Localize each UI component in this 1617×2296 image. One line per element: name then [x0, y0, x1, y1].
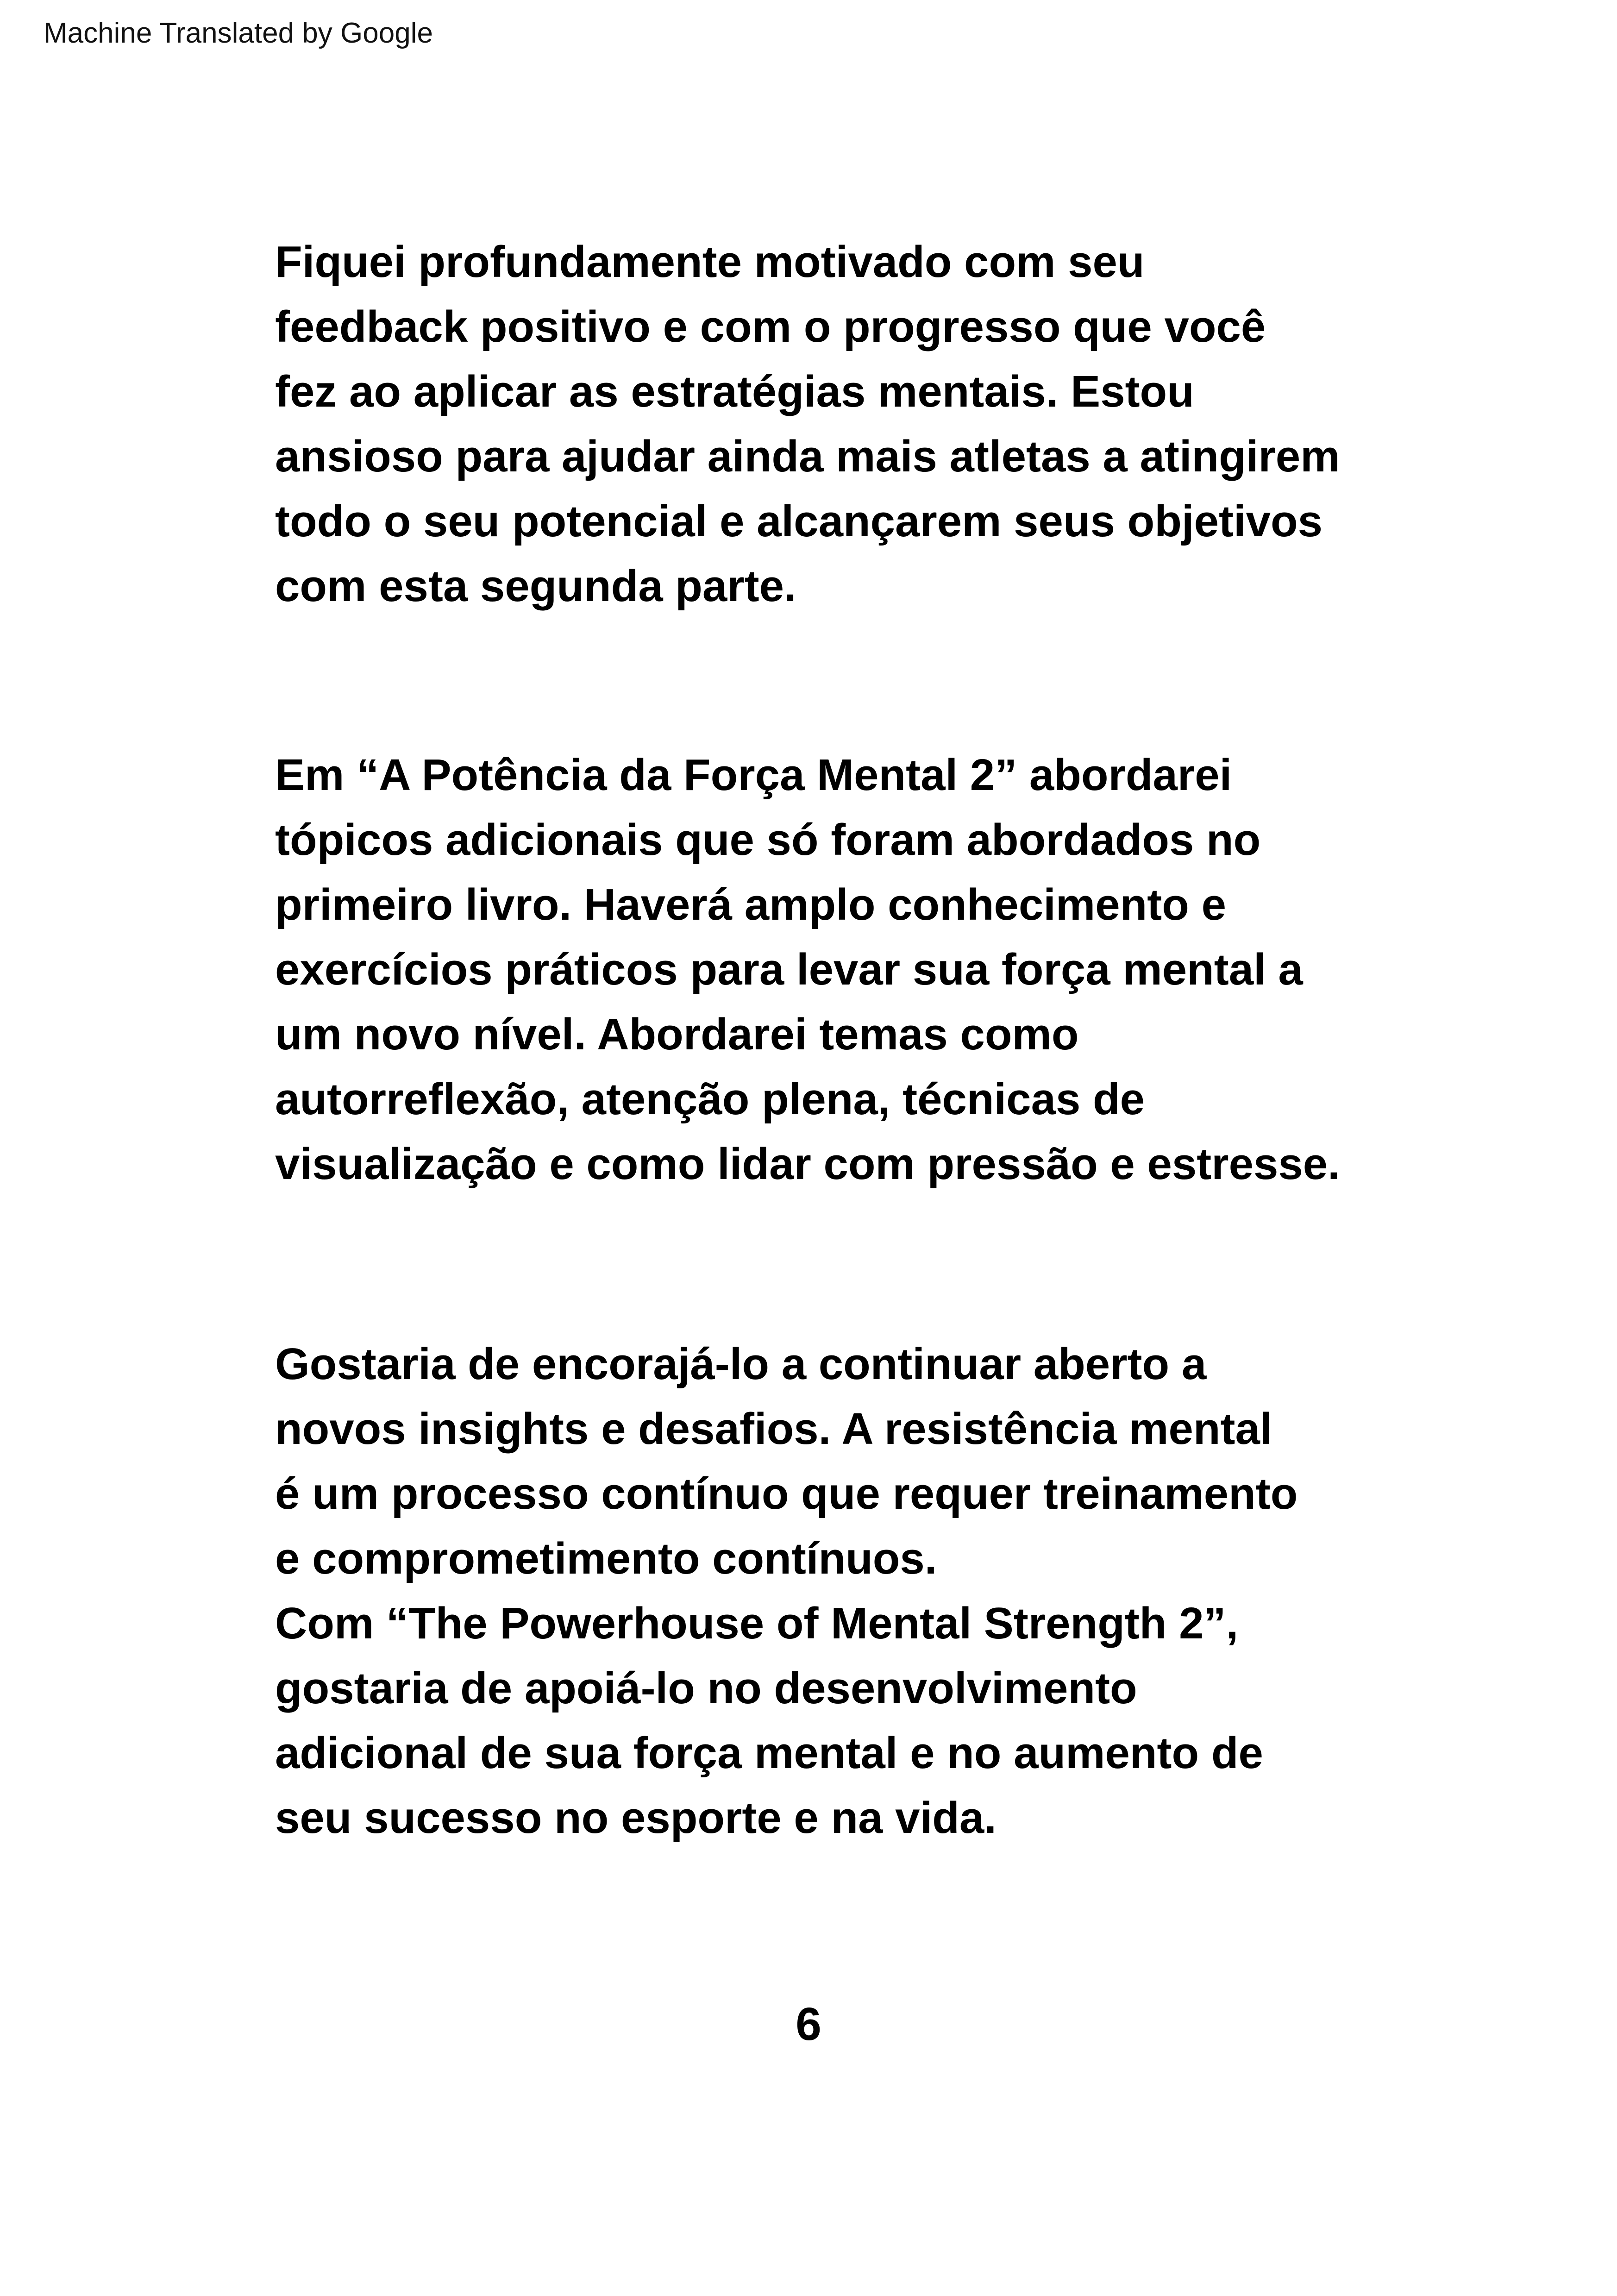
paragraph-line: Com “The Powerhouse of Mental Strength 2”,: [275, 1599, 1239, 1648]
paragraph-line: é um processo contínuo que requer treinamento: [275, 1469, 1298, 1518]
paragraph-line: autorreflexão, atenção plena, técnicas de: [275, 1074, 1145, 1124]
paragraph-line: novos insights e desafios. A resistência mental: [275, 1404, 1272, 1454]
paragraph-2: [275, 743, 1433, 1197]
paragraph-line: um novo nível. Abordarei temas como: [275, 1010, 1079, 1059]
paragraph-1: [275, 230, 1433, 619]
paragraph-line: com esta segunda parte.: [275, 561, 796, 611]
paragraph-3: [275, 1332, 1433, 1851]
paragraph-line: tópicos adicionais que só foram abordados no: [275, 815, 1261, 865]
paragraph-line: Em “A Potência da Força Mental 2” abordarei: [275, 750, 1232, 800]
paragraph-line: ansioso para ajudar ainda mais atletas a atingirem: [275, 432, 1340, 481]
paragraph-line: seu sucesso no esporte e na vida.: [275, 1793, 997, 1843]
translation-note: Machine Translated by Google: [44, 17, 433, 49]
paragraph-line: e comprometimento contínuos.: [275, 1534, 937, 1583]
paragraph-line: feedback positivo e com o progresso que você: [275, 302, 1266, 351]
paragraph-line: todo o seu potencial e alcançarem seus objetivos: [275, 496, 1323, 546]
paragraph-line: exercícios práticos para levar sua força mental a: [275, 945, 1303, 994]
paragraph-line: Gostaria de encorajá-lo a continuar aberto a: [275, 1339, 1207, 1389]
paragraph-line: visualização e como lidar com pressão e estresse.: [275, 1139, 1340, 1189]
paragraph-line: fez ao aplicar as estratégias mentais. Estou: [275, 367, 1194, 416]
paragraph-line: gostaria de apoiá-lo no desenvolvimento: [275, 1663, 1137, 1713]
paragraph-line: Fiquei profundamente motivado com seu: [275, 237, 1145, 287]
paragraph-line: primeiro livro. Haverá amplo conhecimento e: [275, 880, 1226, 929]
paragraph-line: adicional de sua força mental e no aumento de: [275, 1728, 1263, 1778]
page-number: 6: [796, 1998, 821, 2050]
